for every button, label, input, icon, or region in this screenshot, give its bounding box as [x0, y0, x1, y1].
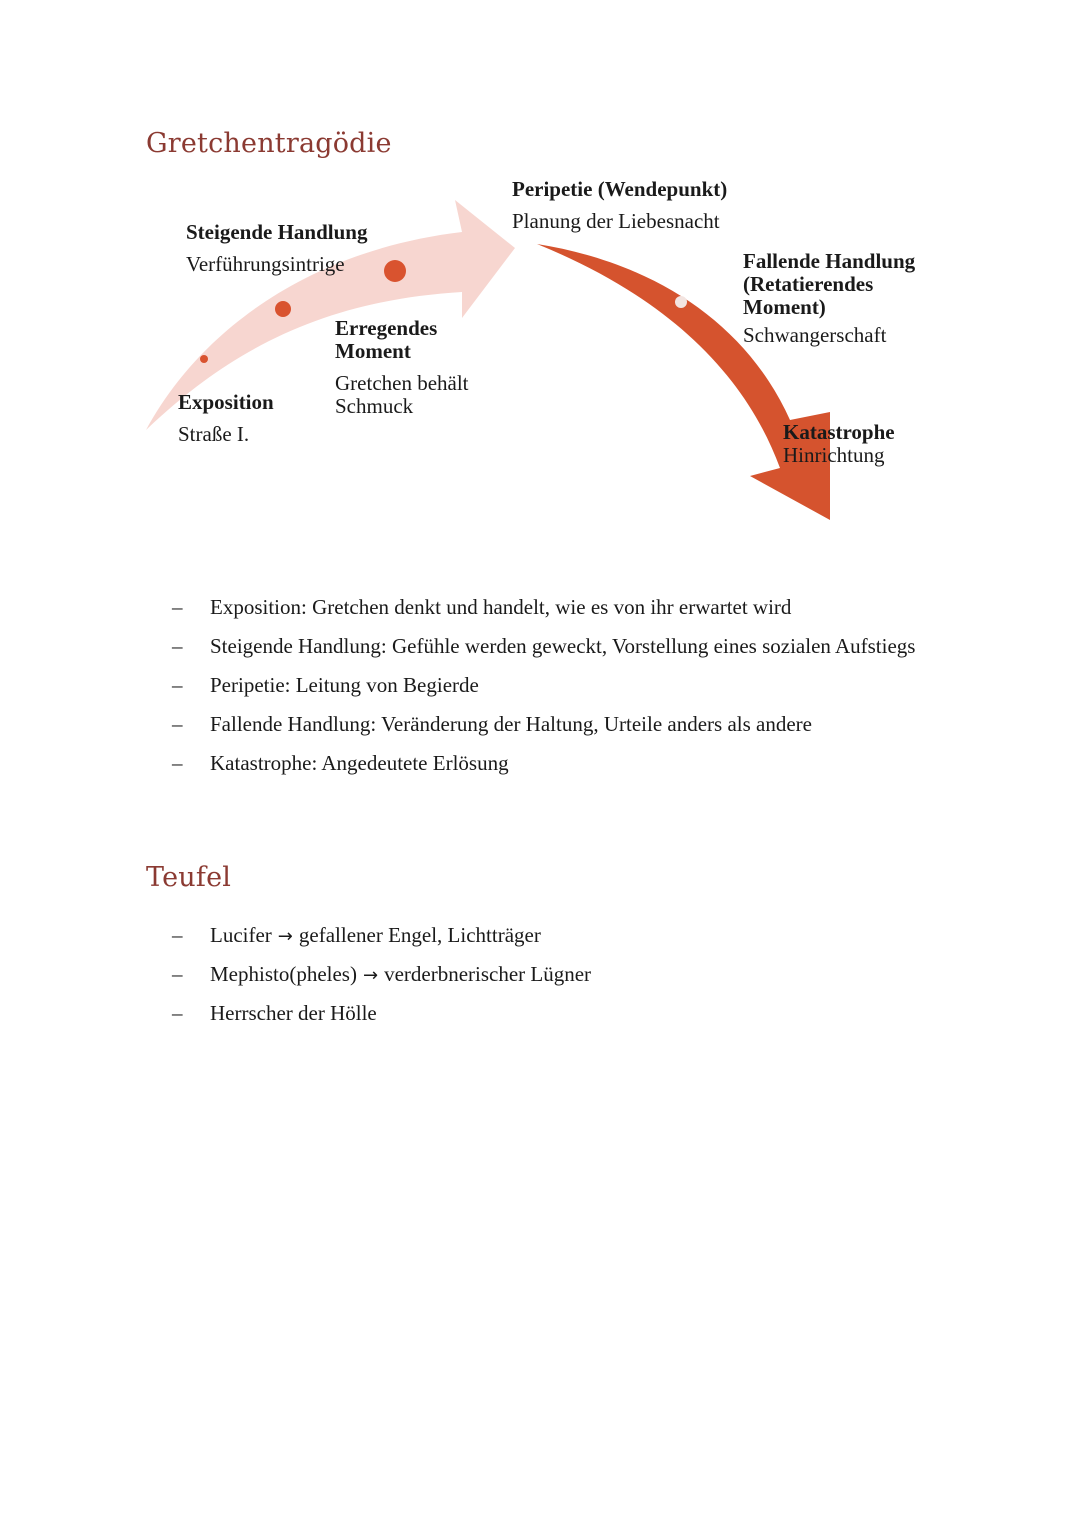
list-item — [172, 750, 915, 789]
freytag-pyramid-diagram — [0, 0, 1080, 560]
mephisto-definition: verderbnerischer Lügner — [384, 962, 592, 986]
fallende-title-1: Fallende Handlung — [743, 249, 916, 273]
exposition-dot — [200, 355, 208, 363]
list-item — [172, 1000, 591, 1039]
list-item — [172, 633, 915, 672]
steigende-text: Verführungsintrige — [186, 252, 345, 276]
list-item — [172, 711, 915, 750]
steigende-handlung-dot — [384, 260, 406, 282]
dash: – — [172, 634, 183, 658]
dash: – — [172, 1001, 183, 1025]
list-item-text: Exposition: Gretchen denkt und handelt, wie es von ihr erwartet wird — [210, 595, 792, 619]
exposition-title: Exposition — [178, 390, 274, 414]
list-item-text: Katastrophe: Angedeutete Erlösung — [210, 751, 509, 775]
dash: – — [172, 595, 183, 619]
section-title-teufel: Teufel — [146, 862, 232, 893]
label-steigende-handlung — [186, 221, 367, 276]
steigende-title: Steigende Handlung — [186, 220, 368, 244]
dash: – — [172, 962, 183, 986]
teufel-bullet-list — [172, 922, 591, 1039]
gretchen-bullet-list — [172, 594, 915, 789]
erregendes-text-1: Gretchen behält — [335, 371, 469, 395]
diagram-graphic — [0, 0, 1080, 560]
erregendes-title-2: Moment — [335, 339, 411, 363]
list-item-text: Peripetie: Leitung von Begierde — [210, 673, 479, 697]
list-item — [172, 672, 915, 711]
erregendes-moment-dot — [275, 301, 291, 317]
dash: – — [172, 673, 183, 697]
lucifer-definition: gefallener Engel, Lichtträger — [298, 923, 541, 947]
right-arrow-icon: → — [362, 965, 379, 986]
list-item-text: Fallende Handlung: Veränderung der Haltung, Urteile anders als andere — [210, 712, 812, 736]
dash: – — [172, 751, 183, 775]
list-item — [172, 961, 591, 1000]
peripetie-title: Peripetie (Wendepunkt) — [512, 177, 728, 201]
exposition-text: Straße I. — [178, 422, 250, 446]
fallende-title-3: Moment) — [743, 295, 826, 319]
erregendes-title-1: Erregendes — [335, 316, 438, 340]
erregendes-text-2: Schmuck — [335, 394, 414, 418]
list-item — [172, 594, 915, 633]
lucifer-term: Lucifer — [210, 923, 272, 947]
dash: – — [172, 923, 183, 947]
peripetie-text: Planung der Liebesnacht — [512, 209, 720, 233]
label-erregendes-moment — [335, 317, 469, 418]
right-arrow-icon: → — [277, 926, 293, 947]
label-katastrophe — [783, 421, 895, 467]
list-item-text: Steigende Handlung: Gefühle werden geweckt, Vorstellung eines sozialen Aufstiegs — [210, 634, 916, 658]
fallende-text: Schwangerschaft — [743, 323, 887, 347]
fallende-title-2: (Retatierendes — [743, 272, 874, 296]
katastrophe-text: Hinrichtung — [783, 443, 885, 467]
list-item-text: Herrscher der Hölle — [210, 1001, 377, 1025]
label-fallende-handlung — [743, 250, 915, 347]
dash: – — [172, 712, 183, 736]
katastrophe-title: Katastrophe — [783, 420, 895, 444]
label-exposition — [178, 391, 274, 446]
fallende-handlung-dot — [675, 296, 687, 308]
list-item — [172, 922, 591, 961]
label-peripetie — [512, 178, 727, 233]
mephisto-term: Mephisto(pheles) — [210, 962, 357, 986]
section-title-gretchentragoedie: Gretchentragödie — [146, 128, 392, 159]
